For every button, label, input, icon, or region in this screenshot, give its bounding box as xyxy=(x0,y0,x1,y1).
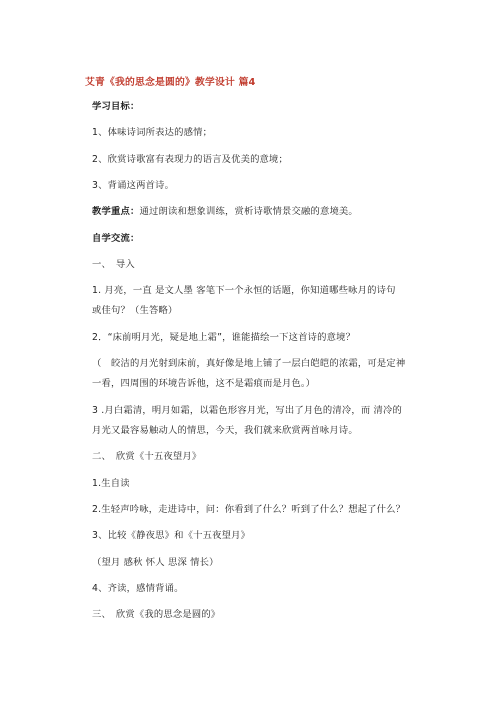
part2-heading: 二、 欣赏《十五夜望月》 xyxy=(92,451,202,462)
focus-text: 通过朗读和想象训练，赏析诗歌情景交融的意境美。 xyxy=(139,206,358,217)
paragraph-line: 一看，四周围的环境告诉他，这不是霜痕而是月色。） xyxy=(92,378,316,389)
paragraph-line: 2．“床前明月光，疑是地上霜”，谁能描绘一下这首诗的意境？ xyxy=(92,332,356,343)
self-study-heading: 自学交流： xyxy=(92,233,140,244)
focus-label: 教学重点： xyxy=(92,206,140,217)
step-item: 4、齐读，感情背诵。 xyxy=(92,583,184,594)
objective-item: 1、体味诗词所表达的感情； xyxy=(92,127,213,138)
step-item: 2.生轻声吟咏，走进诗中，问：你看到了什么？听到了什么？想起了什么？ xyxy=(92,504,406,515)
part3-heading: 三、 欣赏《我的思念是圆的》 xyxy=(92,609,221,620)
step-item: 3、比较《静夜思》和《十五夜望月》 xyxy=(92,530,251,541)
step-note: （望月 感秋 怀人 思深 情长） xyxy=(92,557,219,568)
paragraph-line: 或佳句？（生答略） xyxy=(92,305,178,316)
document-title: 艾青《我的思念是圆的》教学设计 篇4 xyxy=(85,77,256,88)
paragraph-line: 1. 月亮，一直 是文人墨 客笔下一个永恒的话题，你知道哪些咏月的诗句 xyxy=(92,285,396,296)
paragraph-line: 月光又最容易触动人的情思，今天，我们就来欣赏两首咏月诗。 xyxy=(92,425,358,436)
step-item: 1.生自读 xyxy=(92,478,130,489)
objectives-heading: 学习目标： xyxy=(92,101,140,112)
objective-item: 3、背诵这两首诗。 xyxy=(92,180,175,191)
part1-heading: 一、 导入 xyxy=(92,259,135,270)
objective-item: 2、欣赏诗歌富有表现力的语言及优美的意境； xyxy=(92,154,289,165)
paragraph-line: （ 皎洁的月光射到床前，真好像是地上铺了一层白皑皑的浓霜，可是定神 xyxy=(92,358,406,369)
teaching-focus xyxy=(92,206,358,218)
paragraph-line: 3 .月白霜清，明月如霜，以霜色形容月光，写出了月色的清冷，而 清冷的 xyxy=(92,405,402,416)
